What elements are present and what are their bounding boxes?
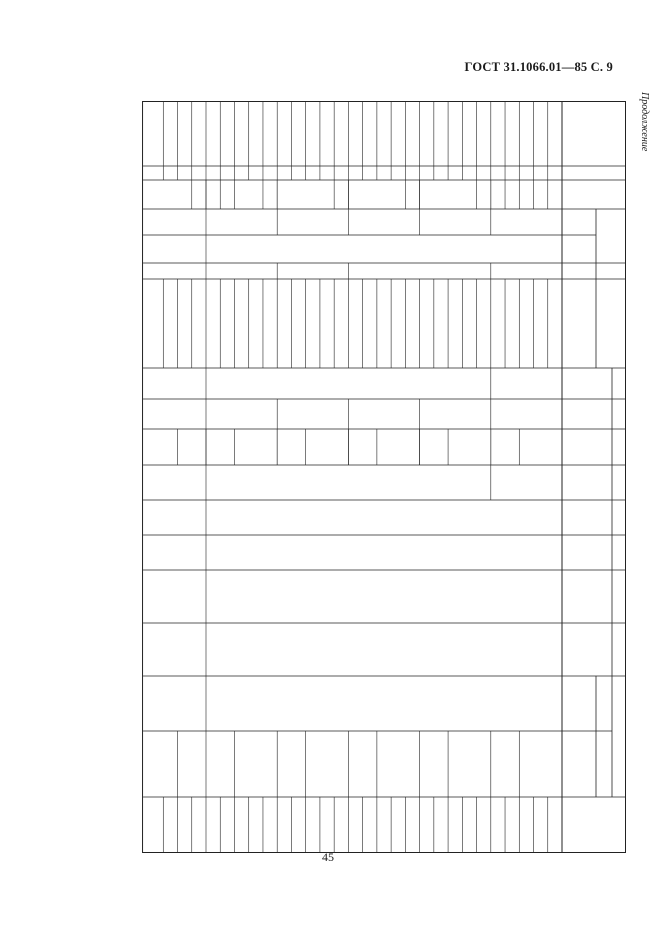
header-nominal [562,209,596,235]
table-border [143,102,626,853]
document-header: ГОСТ 31.1066.01—85 С. 9 [464,60,613,74]
header-tolerance [562,235,596,263]
table-grid [138,101,626,853]
header-torque-mandrel [562,731,612,797]
header-blank-sizes [596,263,626,368]
header-washer-position [562,180,626,209]
header-d [562,500,612,535]
header-L1 [562,279,596,368]
spec-table [138,101,626,853]
header-designation [562,101,626,166]
header-D2 [562,429,612,465]
header-L [562,399,612,429]
header-axial-load [562,535,612,676]
header-base-diameter [596,209,626,263]
header-torque [612,676,626,797]
header-D [562,368,612,399]
header-dimensions [612,368,626,676]
header-mass [562,797,626,853]
continuation-label: Продолжение [639,92,650,152]
header-execution [562,166,626,180]
header-D1min [562,263,596,279]
header-L2 [562,465,612,500]
page-number: 45 [322,850,334,864]
header-torque-nut [562,676,612,731]
